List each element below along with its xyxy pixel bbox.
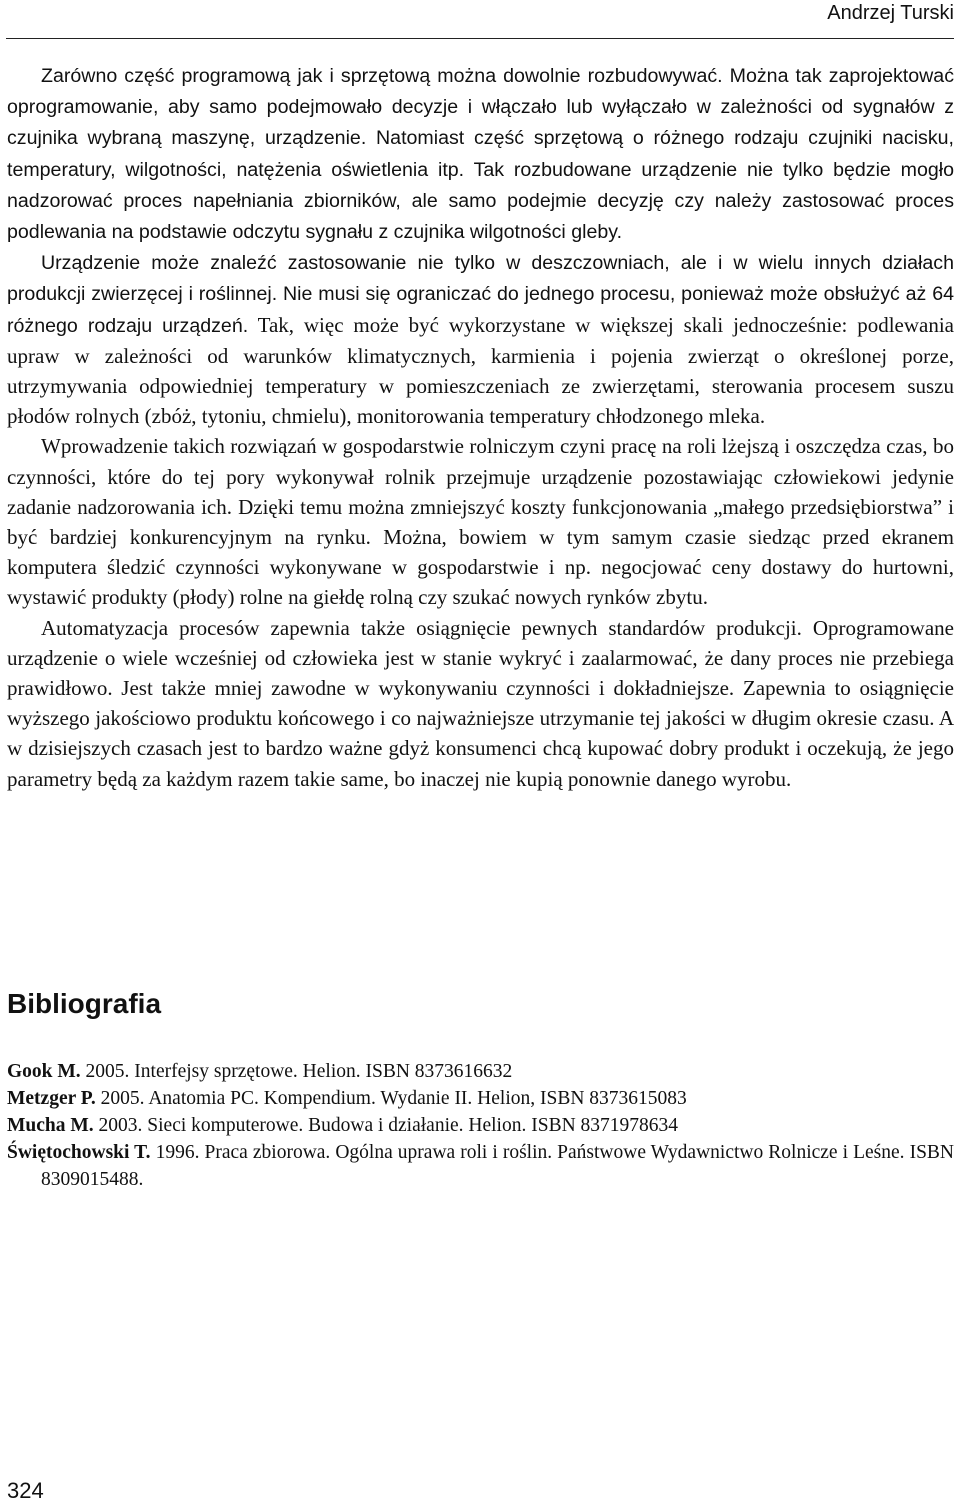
paragraph xyxy=(7,247,954,431)
entry-author: Metzger P. xyxy=(7,1088,96,1109)
page-header xyxy=(6,0,954,39)
entry-details: 1996. Praca zbiorowa. Ogólna uprawa roli i roślin. Państwowe Wydawnictwo Rolnicze i Leśne. ISBN 8309015488. xyxy=(41,1142,954,1190)
entry-author: Mucha M. xyxy=(7,1115,94,1136)
paragraph-text: Urządzenie może znaleźć zastosowanie nie tylko w deszczowniach, ale i w wielu innych działach produkcji zwierzęcej i roślinnej. Nie musi się ograniczać do jednego procesu, ponieważ może obsłużyć aż 64 różnego rodzaju urządzeń. xyxy=(7,252,954,337)
entry-author: Świętochowski T. xyxy=(7,1142,151,1163)
bibliography-entry xyxy=(7,1058,954,1085)
bibliography-list xyxy=(7,1058,954,1193)
entry-author: Gook M. xyxy=(7,1061,81,1082)
paragraph: Automatyzacja procesów zapewnia także osiągnięcie pewnych standardów produkcji. Oprogramowane urządzenie o wiele wcześniej od człowieka jest w stanie wykryć i zaalarmować, że dany proces nie przebiega prawidłowo. Jest także mniej zawodne w wykonywaniu czynności i dokładniejsze. Zapewnia to osiągnięcie wyższego jakościowo produktu końcowego i co najważniejsze utrzymanie tej jakości w długim okresie czasu. A w dzisiejszych czasach jest to bardzo ważne gdyż konsumenci chcą kupować dobry produkt i oczekują, że jego parametry będą za każdym razem takie same, bo inaczej nie kupią ponownie danego wyrobu. xyxy=(7,615,954,791)
page-number: 324 xyxy=(7,1478,44,1503)
bibliography-entry xyxy=(7,1112,954,1139)
entry-details: 2005. Interfejsy sprzętowe. Helion. ISBN 8373616632 xyxy=(80,1061,513,1082)
body-text xyxy=(7,60,954,794)
bibliography-entry xyxy=(7,1085,954,1112)
entry-details: 2005. Anatomia PC. Kompendium. Wydanie II. Helion, ISBN 8373615083 xyxy=(95,1088,687,1109)
paragraph-text: Zarówno część programową jak i sprzętową można dowolnie rozbudowywać. Można tak zaprojektować oprogramowanie, aby samo podejmowało decyzje i włączało lub wyłączało w zależności od sygnałów z czujnika wybraną maszynę, urządzenie. Natomiast część sprzętową o różnego rodzaju czujniki nacisku, temperatury, wilgotności, natężenia oświetlenia itp. Tak rozbudowane urządzenie nie tylko będzie mogło nadzorować proces napełniania zbiorników, ale samo podejmie decyzję czy należy zastosować proces podlewania na podstawie odczytu sygnału z czujnika wilgotności gleby. xyxy=(7,65,954,244)
header-author: Andrzej Turski xyxy=(827,2,954,24)
bibliography-entry xyxy=(7,1139,954,1193)
paragraph: Wprowadzenie takich rozwiązań w gospodarstwie rolniczym czyni pracę na roli lżejszą i oszczędza czas, bo czynności, które do tej pory wykonywał rolnik przejmuje urządzenie pozostawiając człowiekowi jedynie zadanie nadzorowania ich. Dzięki temu można zmniejszyć koszty funkcjonowania „małego przedsiębiorstwa” i być bardziej konkurencyjnym na rynku. Można, bowiem w tym samym czasie siedząc przed ekranem komputera śledzić czynności wykonywane w gospodarstwie i np. negocjować ceny dostawy do hurtowni, wystawić produkty (płody) rolne na giełdę rolną czy szukać nowych rynków zbytu. xyxy=(7,434,954,610)
paragraph xyxy=(7,60,954,247)
entry-details: 2003. Sieci komputerowe. Budowa i działanie. Helion. ISBN 8371978634 xyxy=(93,1115,679,1136)
bibliography-heading: Bibliografia xyxy=(7,988,162,1019)
paragraph-text: Tak, więc może być wykorzystane w większej skali jednocześnie: podlewania upraw w zależności od warunków klimatycznych, karmienia i pojenia zwierząt o określonej porze, utrzymywania odpowiedniej temperatury w pomieszczeniach ze zwierzętami, sterowania procesem suszu płodów rolnych (zbóż, tytoniu, chmielu), monitorowania temperatury chłodzonego mleka. xyxy=(7,312,954,429)
